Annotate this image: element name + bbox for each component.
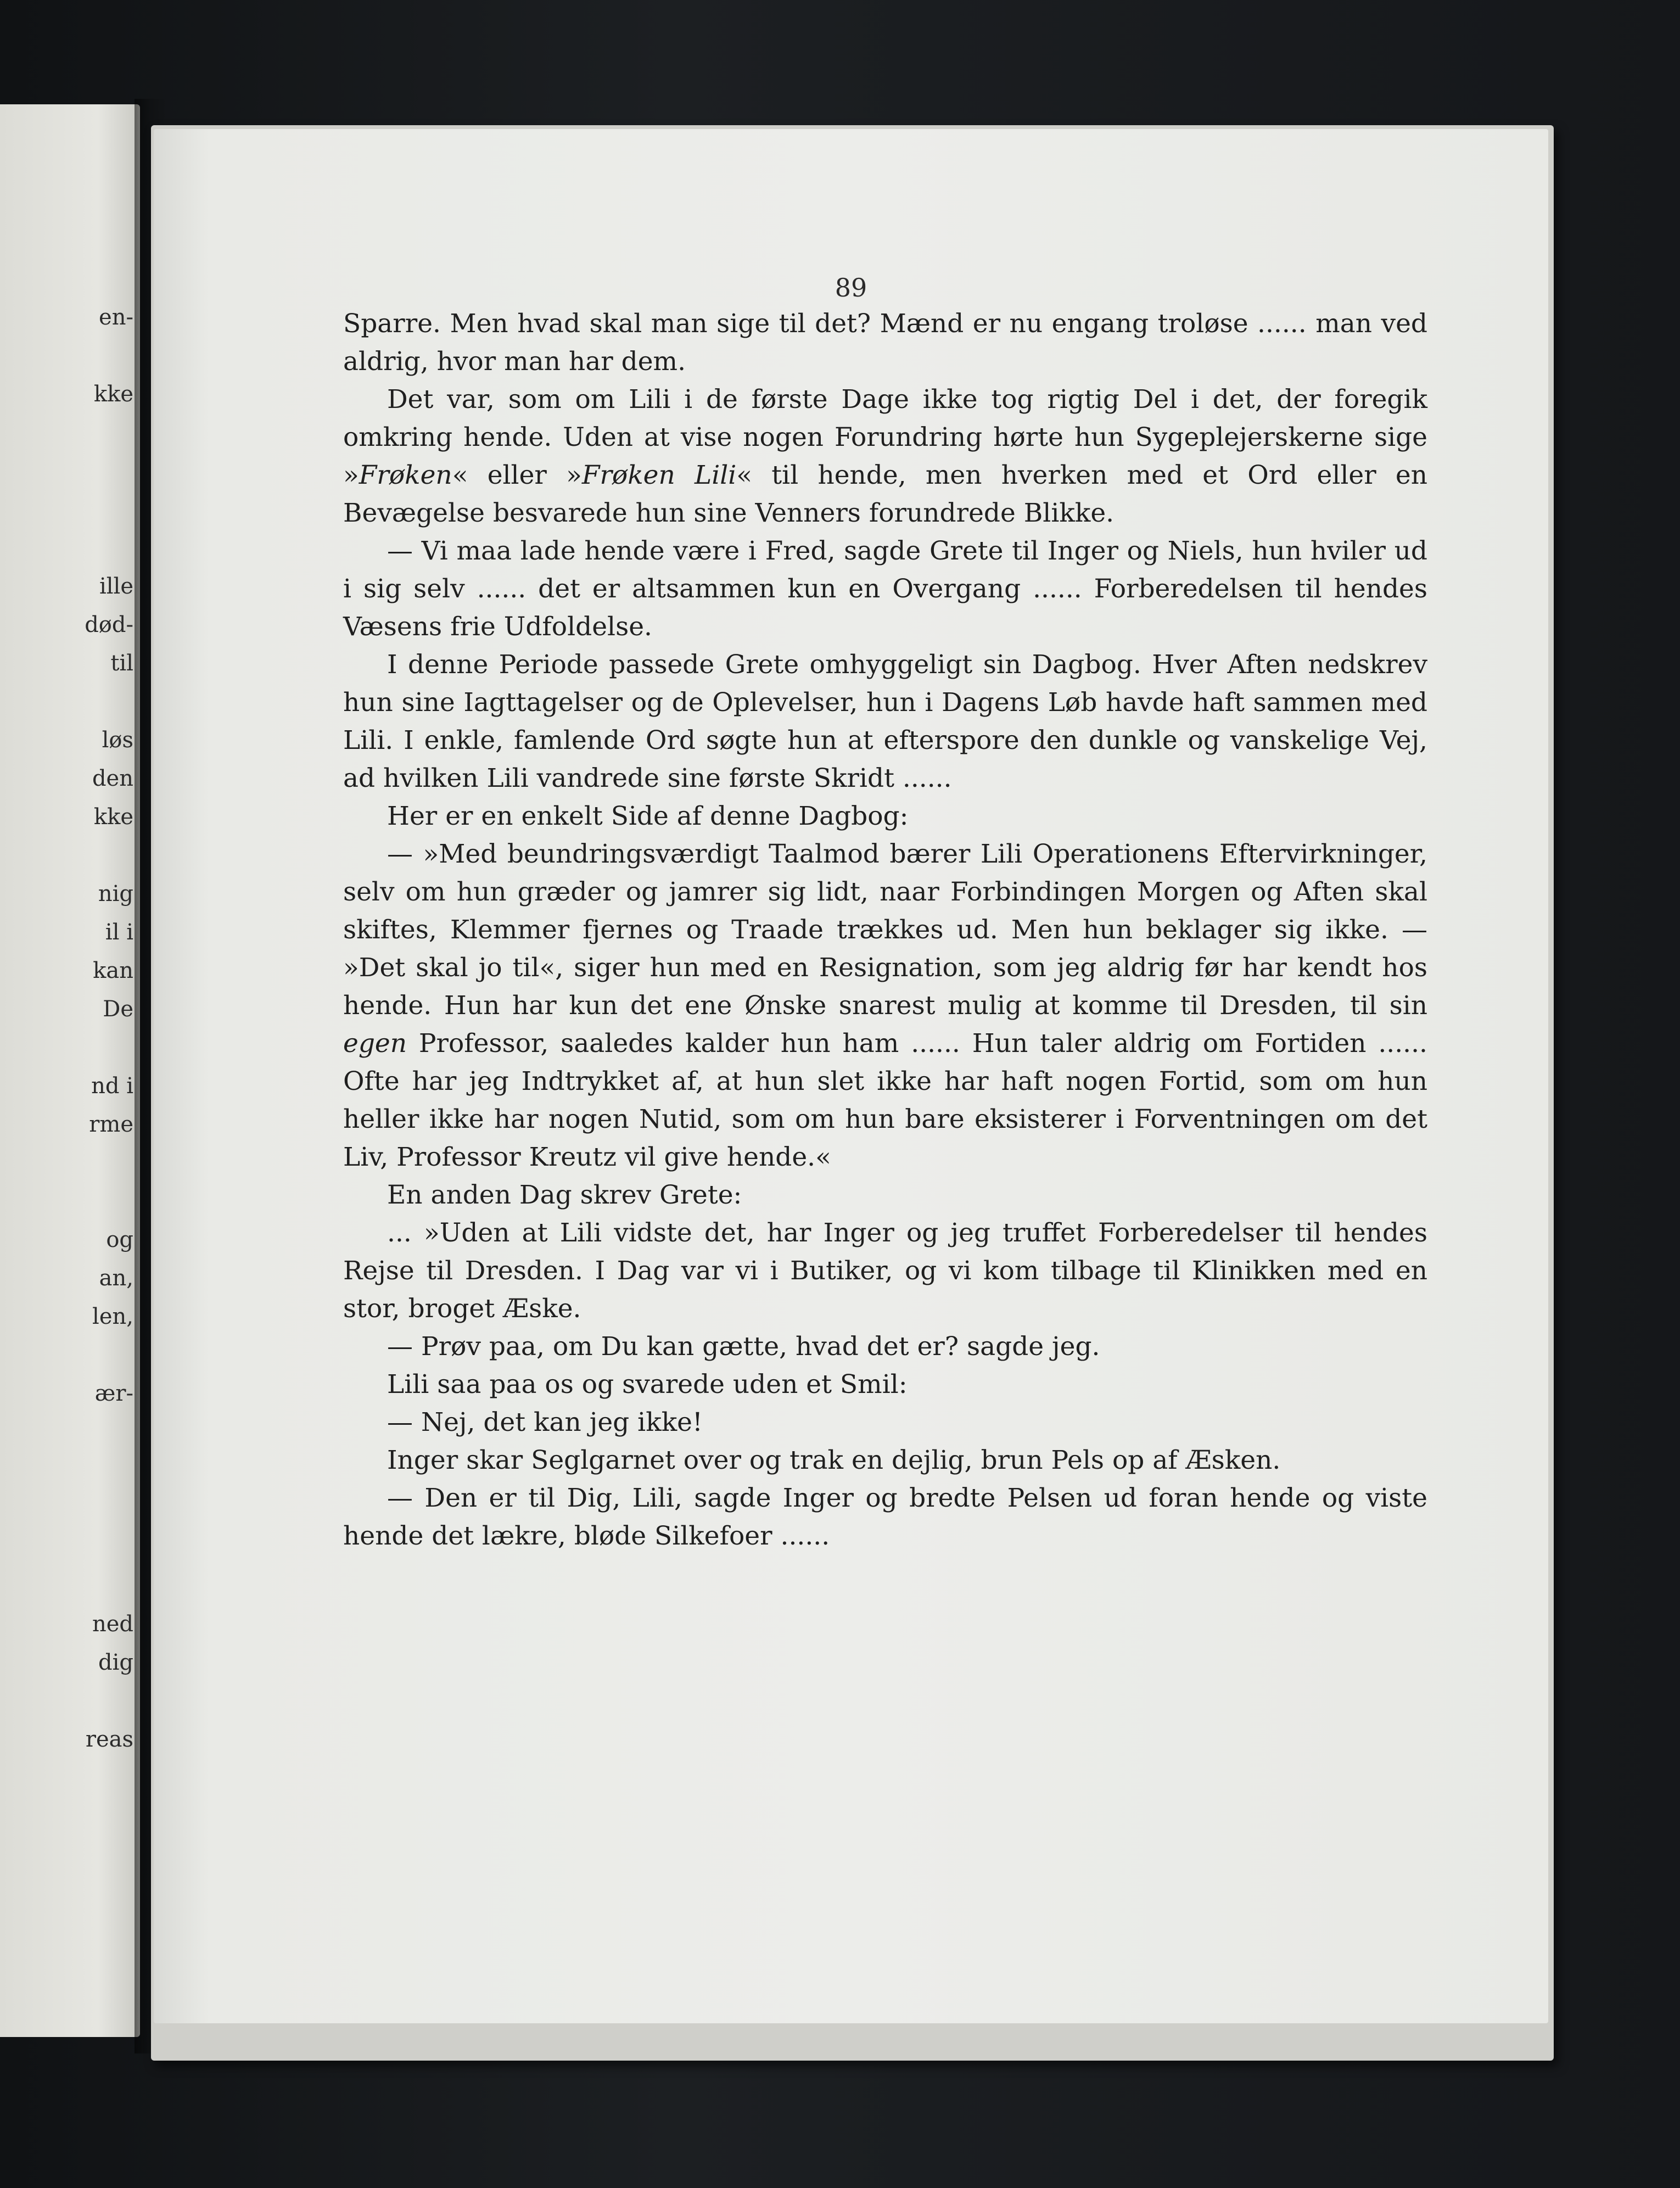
paragraph <box>343 380 1427 532</box>
page-body-text <box>343 305 1427 1555</box>
paragraph <box>343 1441 1427 1479</box>
text-run: « eller » <box>452 460 582 490</box>
paragraph <box>343 1479 1427 1555</box>
left-fragment: nig <box>98 881 133 906</box>
page-number: 89 <box>835 273 867 303</box>
previous-page-line-endings <box>0 104 140 2037</box>
left-fragment: kke <box>93 804 133 830</box>
left-fragment: rme <box>89 1112 133 1137</box>
left-fragment: reas <box>85 1727 133 1752</box>
text-run: Lili saa paa os og svarede uden et Smil: <box>387 1369 908 1400</box>
left-fragment: til <box>110 651 133 676</box>
emphasis-text: Frøken Lili <box>581 460 737 490</box>
left-fragment: an, <box>99 1266 133 1291</box>
paragraph <box>343 797 1427 835</box>
left-fragment: il i <box>105 920 133 945</box>
paragraph <box>343 1214 1427 1328</box>
paragraph <box>343 1403 1427 1441</box>
text-run: — Nej, det kan jeg ikke! <box>387 1407 703 1437</box>
paragraph <box>343 532 1427 646</box>
text-run: Professor, saaledes kalder hun ham ...... Hun taler aldrig om Fortiden ...... Ofte har jeg Indtrykket af, at hun slet ikke har haft nogen Fortid, som om hun heller ikke har nogen Nutid, som om hun bare eksisterer i Forventningen om det Liv, Professor Kreutz vil give hende.« <box>343 1028 1427 1172</box>
text-run: — »Med beundringsværdigt Taalmod bærer Lili Operationens Eftervirkninger, selv om hun græder og jamrer sig lidt, naar Forbindingen Morgen og Aften skal skiftes, Klemmer fjernes og Traade trækkes ud. Men hun beklager sig ikke. — »Det skal jo til«, siger hun med en Resignation, som jeg aldrig før har kendt hos hende. Hun har kun det ene Ønske snarest mulig at komme til Dresden, til sin <box>343 839 1427 1021</box>
left-fragment: ær- <box>94 1381 133 1406</box>
left-fragment: len, <box>92 1304 133 1329</box>
text-run: — Den er til Dig, Lili, sagde Inger og bredte Pelsen ud foran hende og viste hende det lækre, bløde Silkefoer ...... <box>343 1483 1427 1551</box>
text-run: « til hende, men hverken med et Ord eller en Bevægelse besvarede hun sine Venners forundrede Blikke. <box>343 460 1427 528</box>
text-run: Her er en enkelt Side af denne Dagbog: <box>387 801 909 831</box>
text-run: I denne Periode passede Grete omhyggeligt sin Dagbog. Hver Aften nedskrev hun sine Iagttagelser og de Oplevelser, hun i Dagens Løb havde haft sammen med Lili. I enkle, famlende Ord søgte hun at efterspore den dunkle og vanskelige Vej, ad hvilken Lili vandrede sine første Skridt ...... <box>343 650 1427 793</box>
left-fragment: De <box>103 997 133 1022</box>
left-fragment: den <box>92 766 133 791</box>
emphasis-text: Frøken <box>359 460 452 490</box>
text-run: — Prøv paa, om Du kan gætte, hvad det er? sagde jeg. <box>387 1331 1100 1362</box>
left-fragment: og <box>106 1227 133 1252</box>
left-fragment: en- <box>99 305 133 330</box>
text-run: Inger skar Seglgarnet over og trak en dejlig, brun Pels op af Æsken. <box>387 1445 1281 1475</box>
left-fragment: kan <box>93 958 133 983</box>
paragraph <box>343 1176 1427 1214</box>
text-run: — Vi maa lade hende være i Fred, sagde Grete til Inger og Niels, hun hviler ud i sig selv ...... det er altsammen kun en Overgang ...... Forberedelsen til hendes Væsens frie Udfoldelse. <box>343 536 1427 642</box>
text-run: En anden Dag skrev Grete: <box>387 1180 742 1210</box>
paragraph <box>343 646 1427 797</box>
left-fragment: kke <box>93 382 133 407</box>
paragraph <box>343 1366 1427 1403</box>
left-fragment: løs <box>102 728 133 753</box>
paragraph <box>343 835 1427 1176</box>
left-fragment: ned <box>92 1611 133 1637</box>
text-run: ... »Uden at Lili vidste det, har Inger og jeg truffet Forberedelser til hendes Rejse til Dresden. I Dag var vi i Butiker, og vi kom tilbage til Klinikken med en stor, broget Æske. <box>343 1218 1427 1324</box>
text-run: Det var, som om Lili i de første Dage ikke tog rigtig Del i det, der foregik omkring hende. Uden at vise nogen Forundring hørte hun Sygeplejerskerne sige » <box>343 384 1427 490</box>
text-run: Sparre. Men hvad skal man sige til det? Mænd er nu engang troløse ...... man ved aldrig, hvor man har dem. <box>343 309 1427 377</box>
left-fragment: dig <box>98 1650 133 1675</box>
book-page <box>154 129 1548 2023</box>
left-fragment: ille <box>99 574 133 599</box>
left-fragment: død- <box>85 612 133 637</box>
paragraph <box>343 1328 1427 1366</box>
paragraph <box>343 305 1427 380</box>
left-fragment: nd i <box>91 1073 133 1099</box>
emphasis-text: egen <box>343 1028 407 1059</box>
previous-page <box>0 104 140 2037</box>
